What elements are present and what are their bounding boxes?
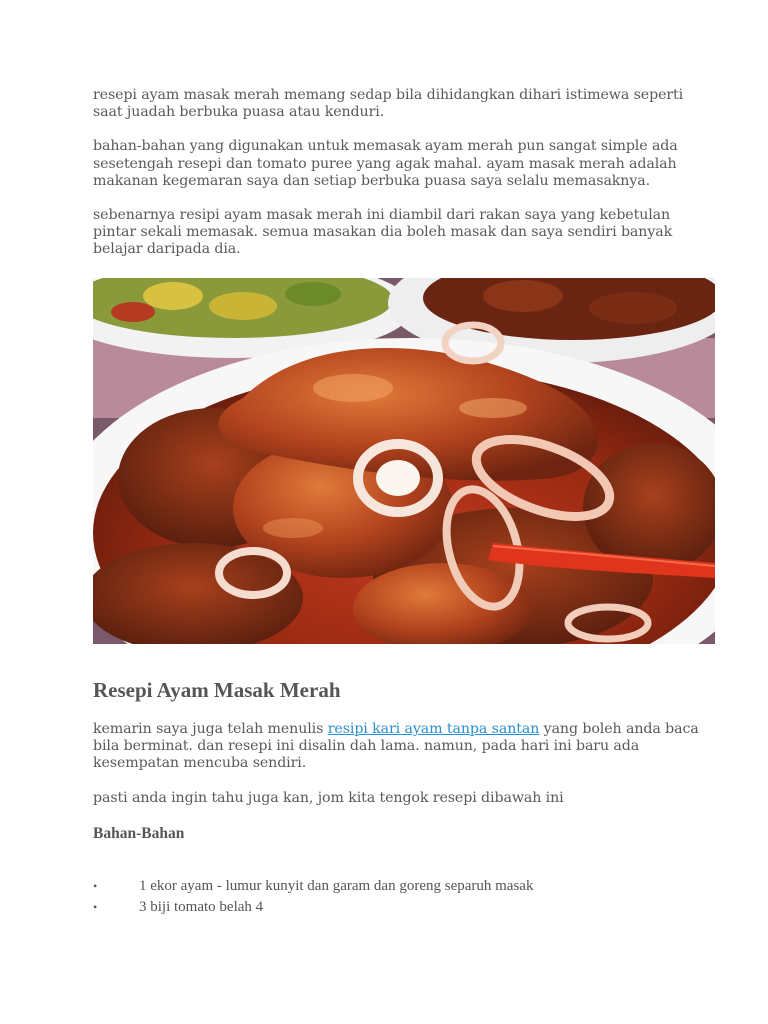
- recipe-title: Resepi Ayam Masak Merah: [93, 678, 341, 702]
- bullet-icon: •: [93, 879, 98, 893]
- intro-paragraph-2: bahan-bahan yang digunakan untuk memasak ayam merah pun sangat simple ada sesetengah resepi dan tomato puree yang agak mahal. ayam masak merah adalah makanan kegemaran saya dan setiap berbuka puasa saya selalu memasaknya.: [93, 138, 678, 189]
- dish-photo: [93, 278, 715, 644]
- recipe-body: [93, 721, 715, 843]
- bullet-icon: •: [93, 900, 98, 914]
- ingredients-list: [93, 877, 533, 919]
- kari-ayam-link[interactable]: resipi kari ayam tanpa santan: [327, 721, 540, 737]
- intro-section: [93, 87, 715, 259]
- recipe-paragraph-2: pasti anda ingin tahu juga kan, jom kita tengok resepi dibawah ini: [93, 789, 564, 806]
- recipe-paragraph-1-end: yang boleh anda baca bila berminat. dan resepi ini disalin dah lama. namun, pada hari ini baru ada kesempatan mencuba sendiri.: [93, 721, 699, 772]
- list-item: [93, 898, 533, 919]
- recipe-paragraph-1: [93, 721, 715, 773]
- ingredients-heading: Bahan-Bahan: [93, 824, 185, 842]
- recipe-paragraph-1-start: kemarin saya juga telah menulis: [93, 721, 328, 737]
- intro-paragraph-3: sebenarnya resipi ayam masak merah ini diambil dari rakan saya yang kebetulan pintar sekali memasak. semua masakan dia boleh masak dan saya sendiri banyak belajar daripada dia.: [93, 207, 673, 258]
- ingredient-text: 1 ekor ayam - lumur kunyit dan garam dan goreng separuh masak: [139, 878, 534, 894]
- ingredient-text: 3 biji tomato belah 4: [139, 899, 264, 915]
- list-item: [93, 877, 533, 898]
- intro-paragraph-1: resepi ayam masak merah memang sedap bila dihidangkan dihari istimewa seperti saat juadah berbuka puasa atau kenduri.: [93, 87, 684, 121]
